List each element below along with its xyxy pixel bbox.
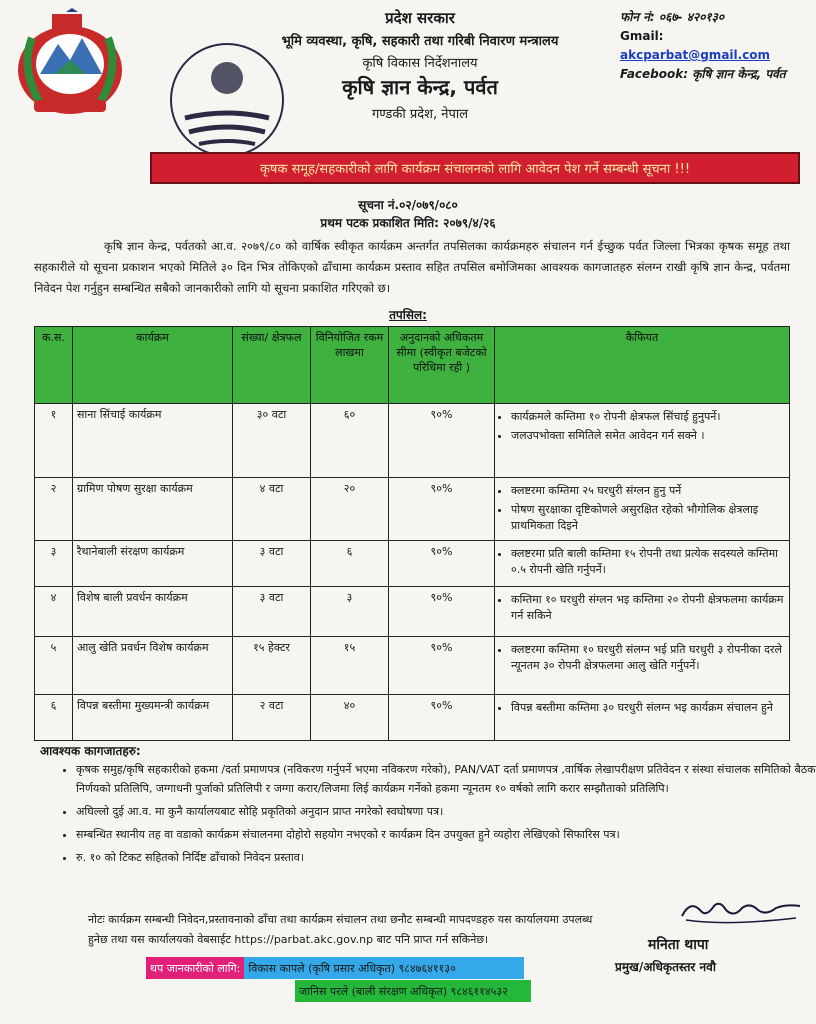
cell-program: विपन्न बस्तीमा मुख्यमन्त्री कार्यक्रम bbox=[73, 695, 233, 741]
email-label: Gmail: bbox=[620, 29, 664, 43]
cell-quantity: ४ वटा bbox=[233, 478, 311, 541]
facebook-line: Facebook: कृषि ज्ञान केन्द्र, पर्वत bbox=[620, 67, 786, 81]
cell-subsidy: ९०% bbox=[389, 541, 495, 587]
cell-amount: १५ bbox=[311, 637, 389, 695]
notice-number: सूचना नं.०२/०७९/०८० bbox=[358, 198, 458, 212]
cell-remarks bbox=[495, 637, 790, 695]
table-row bbox=[35, 541, 790, 587]
table-row bbox=[35, 587, 790, 637]
requirement-item: • रु. १० को टिकट सहितको निर्दिष्ट ढाँचाको निवेदन प्रस्ताव। bbox=[76, 848, 816, 867]
col-header-quantity: संख्या/ क्षेत्रफल bbox=[233, 327, 311, 404]
cell-sn: ५ bbox=[35, 637, 73, 695]
cell-program: साना सिंचाई कार्यक्रम bbox=[73, 404, 233, 478]
cell-program: विशेष बाली प्रवर्धन कार्यक्रम bbox=[73, 587, 233, 637]
cell-remarks bbox=[495, 404, 790, 478]
footnote: नोटः कार्यक्रम सम्बन्धी निवेदन,प्रस्तावनाको ढाँचा तथा कार्यक्रम संचालन तथा छनौट सम्बन्धी मापदण्डहरु यस कार्यालयमा उपलब्ध हुनेछ तथा यस कार्यालयको वेबसाईट https://parbat.akc.gov.np बाट पनि प्राप्त गर्न सकिनेछ। bbox=[88, 913, 593, 946]
contact-person-2: जानिस परले (बाली संरक्षण अधिकृत) ९८४६११४५३२ bbox=[299, 984, 508, 998]
cell-amount: ४० bbox=[311, 695, 389, 741]
cell-sn: २ bbox=[35, 478, 73, 541]
table-header-row bbox=[35, 327, 790, 404]
header-line-province: गण्डकी प्रदेश, नेपाल bbox=[371, 107, 469, 122]
remark-item: • पोषण सुरक्षाका दृष्टिकोणले असुरक्षित रहेको भौगोलिक क्षेत्रलाइ प्राथमिकता दिइने bbox=[511, 502, 785, 534]
requirement-item: • सम्बन्धित स्थानीय तह वा वडाको कार्यक्रम संचालनमा दोहोरो सहयोग नभएको र कार्यक्रम दिन उपयुक्त हुने व्यहोरा लेखिएको सिफारिस पत्र। bbox=[76, 825, 816, 844]
cell-quantity: ३ वटा bbox=[233, 541, 311, 587]
header-line-ministry: भूमि व्यवस्था, कृषि, सहकारी तथा गरिबी निवारण मन्त्रालय bbox=[281, 34, 559, 49]
cell-program: ग्रामिण पोषण सुरक्षा कार्यक्रम bbox=[73, 478, 233, 541]
remark-item: • क्लष्टरमा कम्तिमा २५ घरधुरी संग्लन हुनु पर्ने bbox=[511, 483, 785, 499]
email-line bbox=[620, 27, 816, 65]
cell-sn: ६ bbox=[35, 695, 73, 741]
cell-amount: २० bbox=[311, 478, 389, 541]
cell-program: रैथानेबाली संरक्षण कार्यक्रम bbox=[73, 541, 233, 587]
cell-sn: ३ bbox=[35, 541, 73, 587]
cell-remarks bbox=[495, 587, 790, 637]
signer-name: मनिता थापा bbox=[648, 937, 709, 953]
col-header-amount: विनियोजित रकम लाखमा bbox=[311, 327, 389, 404]
contact-block bbox=[620, 8, 816, 84]
cell-subsidy: ९०% bbox=[389, 695, 495, 741]
signature-icon bbox=[676, 896, 806, 928]
cell-amount: ६ bbox=[311, 541, 389, 587]
contact-bar-label: थप जानकारीको लागि: bbox=[146, 957, 244, 979]
cell-quantity: १५ हेक्टर bbox=[233, 637, 311, 695]
col-header-sn: क.स. bbox=[35, 327, 73, 404]
cell-remarks bbox=[495, 541, 790, 587]
header-line-office: कृषि ज्ञान केन्द्र, पर्वत bbox=[342, 75, 498, 99]
requirements-list bbox=[36, 760, 816, 871]
remark-item: • क्लष्टरमा कम्तिमा १० घरधुरी संलग्न भई प्रति घरधुरी ३ रोपनीका दरले न्यूनतम ३० रोपनी क्षेत्रफलमा आलु खेति गर्नुपर्ने। bbox=[511, 642, 785, 674]
cell-remarks bbox=[495, 695, 790, 741]
table-row bbox=[35, 637, 790, 695]
header-line-government: प्रदेश सरकार bbox=[385, 9, 455, 27]
nepal-emblem-icon bbox=[10, 8, 130, 120]
header-line-directorate: कृषि विकास निर्देशनालय bbox=[362, 56, 478, 71]
email-link[interactable]: akcparbat@gmail.com bbox=[620, 48, 771, 62]
intro-paragraph: कृषि ज्ञान केन्द्र, पर्वतको आ.व. २०७९/८० को वार्षिक स्वीकृत कार्यक्रम अन्तर्गत तपसिलका कार्यक्रमहरु संचालन गर्न ईच्छुक पर्वत जिल्ला भित्रका कृषक समूह तथा सहकारीले यो सूचना प्रकाशन भएको मितिले ३० दिन भित्र तोकिएको ढाँचामा कार्यक्रम प्रस्ताव सहित तपसिल बमोजिमका आवश्यक कागजातहरु संलग्न राखी कृषि ज्ञान केन्द्र, पर्वतमा निवेदन पेश गर्नुहुन सम्बन्धित सबैको जानकारीको लागि यो सूचना प्रकाशित गरिएको छ। bbox=[34, 239, 790, 295]
requirement-item: • अघिल्लो दुई आ.व. मा कुनै कार्यालयबाट सोहि प्रकृतिको अनुदान प्राप्त नगरेको स्वघोषणा पत्र। bbox=[76, 802, 816, 821]
remark-item: • कम्तिमा १० घरधुरी संग्लन भइ कम्तिमा २० रोपनी क्षेत्रफलमा कार्यक्रम गर्न सकिने bbox=[511, 592, 785, 624]
cell-subsidy: ९०% bbox=[389, 637, 495, 695]
table-row bbox=[35, 478, 790, 541]
cell-program: आलु खेति प्रवर्धन विशेष कार्यक्रम bbox=[73, 637, 233, 695]
col-header-program: कार्यक्रम bbox=[73, 327, 233, 404]
remark-item: • विपन्न बस्तीमा कम्तिमा ३० घरधुरी संलग्न भइ कार्यक्रम संचालन हुने bbox=[511, 700, 785, 716]
contact-person-1: विकास कापले (कृषि प्रसार अधिकृत) ९८४७६४११३० bbox=[248, 961, 456, 975]
cell-quantity: २ वटा bbox=[233, 695, 311, 741]
col-header-remarks: कैफियत bbox=[495, 327, 790, 404]
cell-quantity: ३० वटा bbox=[233, 404, 311, 478]
requirement-item: • कृषक समुह/कृषि सहकारीको हकमा /दर्ता प्रमाणपत्र (नविकरण गर्नुपर्ने भएमा नविकरण गरेको), PAN/VAT दर्ता प्रमाणपत्र ,वार्षिक लेखापरीक्षण प्रतिवेदन र संस्था संचालक समितिको बैठक निर्णयको प्रतिलिपि, जग्गाधनी पुर्जाको प्रतिलिपी र जग्गा करार/लिजमा लिई कार्यक्रम गर्नेको हकमा न्यूनतम १० वर्षको लागि करार सम्झौताको प्रतिलिपि। bbox=[76, 760, 816, 798]
cell-subsidy: ९०% bbox=[389, 587, 495, 637]
signer-designation: प्रमुख/अधिकृतस्तर नवौ bbox=[615, 960, 716, 974]
publication-date: प्रथम पटक प्रकाशित मिति: २०७९/४/२६ bbox=[320, 216, 496, 230]
remark-item: • क्लष्टरमा प्रति बाली कम्तिमा १५ रोपनी तथा प्रत्येक सदस्यले कम्तिमा ०.५ रोपनी खेति गर्नुपर्ने। bbox=[511, 546, 785, 578]
remark-item: • कार्यक्रमले कम्तिमा १० रोपनी क्षेत्रफल सिंचाई हुनुपर्ने। bbox=[511, 409, 785, 425]
cell-subsidy: ९०% bbox=[389, 478, 495, 541]
phone-number: फोन नं: ०६७- ४२०१३० bbox=[620, 10, 725, 24]
remark-item: • जलउपभोक्ता समितिले समेत आवेदन गर्न सक्ने । bbox=[511, 428, 785, 444]
table-row bbox=[35, 695, 790, 741]
cell-sn: १ bbox=[35, 404, 73, 478]
cell-sn: ४ bbox=[35, 587, 73, 637]
contact-bar-primary bbox=[146, 957, 524, 979]
cell-quantity: ३ वटा bbox=[233, 587, 311, 637]
cell-remarks bbox=[495, 478, 790, 541]
requirements-title: आवश्यक कागजातहरु: bbox=[40, 744, 141, 758]
details-heading: तपसिल: bbox=[389, 308, 427, 322]
cell-subsidy: ९०% bbox=[389, 404, 495, 478]
col-header-subsidy: अनुदानको अधिकतम सीमा (स्वीकृत बजेटको परिधिमा रही ) bbox=[389, 327, 495, 404]
office-header bbox=[200, 8, 640, 122]
cell-amount: ३ bbox=[311, 587, 389, 637]
cell-amount: ६० bbox=[311, 404, 389, 478]
table-row bbox=[35, 404, 790, 478]
notice-banner: कृषक समूह/सहकारीको लागि कार्यक्रम संचालनको लागि आवेदन पेश गर्ने सम्बन्धी सूचना !!! bbox=[150, 152, 800, 184]
contact-bar-secondary bbox=[295, 980, 531, 1002]
program-table bbox=[34, 326, 790, 741]
